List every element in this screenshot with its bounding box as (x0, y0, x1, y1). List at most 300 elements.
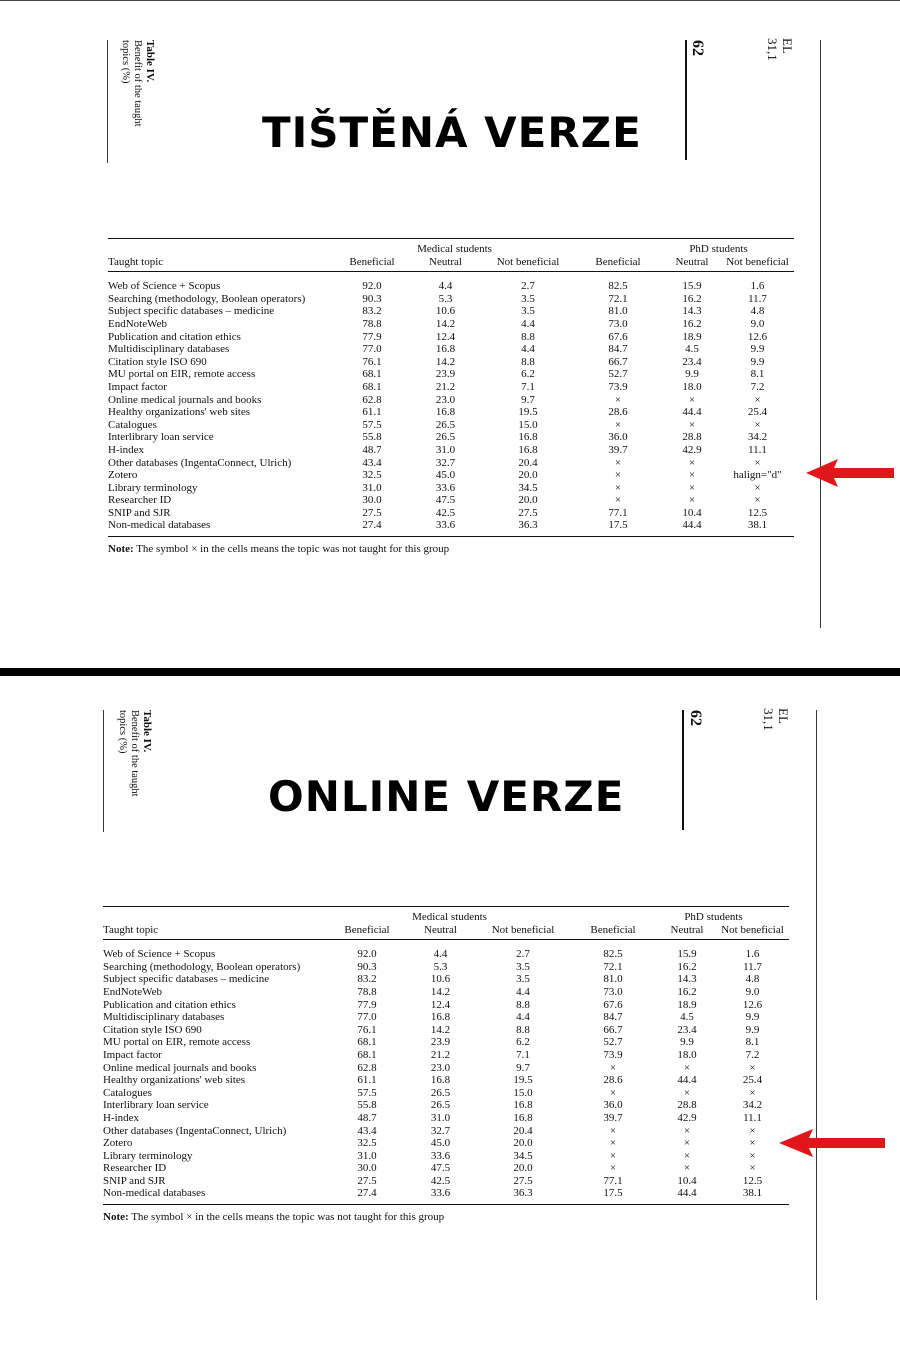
value-cell: 9.9 (680, 1036, 694, 1049)
value-cell: 62.8 (357, 1061, 377, 1074)
value-cell: × (683, 1137, 691, 1150)
value-cell: 23.0 (430, 1061, 451, 1074)
table-row (108, 482, 794, 495)
value-cell: 9.9 (750, 343, 765, 356)
topic-cell: Citation style ISO 690 (103, 1023, 202, 1036)
value-cell: 48.7 (357, 1111, 377, 1124)
page-number: 62 (689, 40, 706, 56)
value-cell: 52.7 (608, 368, 628, 381)
topic-cell: Online medical journals and books (108, 393, 262, 406)
value-cell: 48.7 (362, 443, 382, 456)
value-cell: 82.5 (608, 280, 628, 293)
page-number-rule (682, 710, 684, 830)
value-cell: × (609, 1162, 617, 1175)
journal-name: EL (780, 38, 795, 54)
value-cell: 8.1 (750, 368, 765, 381)
value-cell: 26.5 (430, 1086, 451, 1099)
value-cell: 12.5 (747, 506, 768, 519)
topic-cell: Other databases (IngentaConnect, Ulrich) (103, 1124, 287, 1137)
value-cell: 1.6 (745, 948, 760, 961)
value-cell: 14.2 (430, 985, 451, 998)
value-cell: 16.8 (518, 431, 538, 444)
value-cell: 14.2 (435, 355, 456, 368)
topic-cell: Researcher ID (103, 1162, 167, 1175)
value-cell: 33.6 (435, 519, 456, 532)
value-cell: 43.4 (362, 456, 382, 469)
table-note (103, 1205, 789, 1232)
table-row (108, 507, 794, 520)
topic-cell: Searching (methodology, Boolean operators) (103, 960, 301, 973)
value-cell: 36.0 (608, 431, 628, 444)
topic-cell: Web of Science + Scopus (108, 280, 221, 293)
value-cell: 77.1 (603, 1174, 623, 1187)
value-cell: 9.7 (521, 393, 535, 406)
value-cell: 14.2 (435, 317, 456, 330)
value-cell: × (749, 1162, 756, 1175)
value-cell: 12.6 (747, 330, 768, 343)
value-cell: 32.5 (357, 1137, 377, 1150)
value-cell: 28.8 (682, 431, 702, 444)
table-row (103, 940, 789, 961)
group-header: PhD students (573, 239, 794, 256)
topic-cell: Searching (methodology, Boolean operators) (108, 292, 306, 305)
value-cell: 7.1 (521, 380, 535, 393)
value-cell: × (614, 469, 622, 482)
value-cell: × (683, 1086, 691, 1099)
topic-cell: MU portal on EIR, remote access (108, 368, 256, 381)
column-header: Beneficial (573, 256, 663, 272)
value-cell: × (614, 418, 622, 431)
value-cell: 9.7 (516, 1061, 530, 1074)
note-label: Note: (103, 1211, 129, 1224)
value-cell: 45.0 (435, 469, 456, 482)
value-cell: 67.6 (608, 330, 628, 343)
table-row (103, 1137, 789, 1150)
value-cell: 20.0 (513, 1137, 533, 1150)
value-cell: 11.1 (743, 1111, 762, 1124)
table-row (108, 406, 794, 419)
value-cell: 28.6 (608, 406, 628, 419)
value-cell: 3.5 (521, 305, 535, 318)
topic-cell: Publication and citation ethics (108, 330, 241, 343)
value-cell: 8.1 (745, 1036, 760, 1049)
table-row (108, 343, 794, 356)
value-cell: 4.5 (685, 343, 699, 356)
page-number-rule (685, 40, 687, 160)
value-cell: 31.0 (435, 443, 456, 456)
value-cell: 8.8 (521, 355, 535, 368)
value-cell: 10.6 (430, 973, 451, 986)
topic-cell: Subject specific databases – medicine (103, 973, 270, 986)
value-cell: × (688, 456, 696, 469)
value-cell: 27.5 (362, 506, 382, 519)
value-cell: 77.9 (357, 998, 377, 1011)
value-cell: 28.8 (677, 1099, 697, 1112)
value-cell: 4.4 (438, 280, 453, 293)
table-row (103, 986, 789, 999)
topic-cell: Other databases (IngentaConnect, Ulrich) (108, 456, 292, 469)
value-cell: 25.4 (742, 1074, 763, 1087)
value-cell: × (614, 393, 622, 406)
topic-cell: Library terminology (108, 481, 198, 494)
group-header: Medical students (331, 907, 568, 924)
table-row (108, 305, 794, 318)
topic-cell: Multidisciplinary databases (108, 343, 230, 356)
table-row (108, 318, 794, 331)
topic-cell: H-index (103, 1111, 140, 1124)
topic-column-header: Taught topic (103, 924, 331, 940)
value-cell: 33.6 (430, 1149, 451, 1162)
value-cell: 2.7 (516, 948, 530, 961)
value-cell: 16.2 (682, 317, 702, 330)
table-row (103, 999, 789, 1012)
table-row (103, 1099, 789, 1112)
value-cell: 61.1 (362, 406, 382, 419)
value-cell: 36.0 (603, 1099, 623, 1112)
value-cell: 39.7 (608, 443, 628, 456)
group-header: PhD students (568, 907, 789, 924)
table-row (108, 331, 794, 344)
note-text: The symbol × in the cells means the topic was not taught for this group (128, 1211, 445, 1224)
value-cell: 55.8 (357, 1099, 377, 1112)
value-cell: 47.5 (430, 1162, 451, 1175)
value-cell: 52.7 (603, 1036, 623, 1049)
table-caption-title: Table IV. (144, 40, 156, 83)
table-row (108, 381, 794, 394)
table-row (108, 272, 794, 293)
value-cell: 10.4 (677, 1174, 697, 1187)
value-cell: 72.1 (603, 960, 623, 973)
value-cell: 12.5 (742, 1174, 763, 1187)
table-row (108, 431, 794, 444)
value-cell: 1.6 (750, 280, 765, 293)
table-row (103, 1125, 789, 1138)
column-header: Beneficial (331, 924, 403, 940)
value-cell: 34.2 (747, 431, 768, 444)
value-cell: 44.4 (682, 519, 702, 532)
value-cell: 15.9 (677, 948, 697, 961)
value-cell: 82.5 (603, 948, 623, 961)
anomaly-cell: halign="d" (733, 469, 782, 482)
value-cell: × (749, 1137, 756, 1150)
value-cell: 4.4 (521, 343, 535, 356)
value-cell: 27.4 (357, 1187, 377, 1200)
value-cell: 73.0 (603, 985, 623, 998)
value-cell: × (754, 481, 761, 494)
topic-column-header: Taught topic (108, 256, 336, 272)
value-cell: 92.0 (357, 948, 377, 961)
section-divider (0, 668, 900, 676)
value-cell: 18.9 (677, 998, 697, 1011)
table-row (108, 519, 794, 536)
column-header: Not beneficial (478, 924, 568, 940)
table-row (103, 1150, 789, 1163)
value-cell: × (609, 1149, 617, 1162)
value-cell: 68.1 (357, 1036, 377, 1049)
column-header: Beneficial (336, 256, 408, 272)
value-cell: 9.9 (750, 355, 765, 368)
value-cell: 9.0 (750, 317, 765, 330)
value-cell: 15.9 (682, 280, 702, 293)
topic-cell: Zotero (103, 1137, 133, 1150)
topic-cell: Non-medical databases (108, 519, 211, 532)
topic-cell: Online medical journals and books (103, 1061, 257, 1074)
online-version-panel (0, 676, 900, 1362)
print-version-label: TIŠTĚNÁ VERZE (262, 108, 642, 157)
value-cell: 9.0 (745, 985, 760, 998)
value-cell: × (683, 1162, 691, 1175)
value-cell: 57.5 (362, 418, 382, 431)
value-cell: 73.9 (608, 380, 628, 393)
column-header: Neutral (403, 924, 478, 940)
table-row (108, 394, 794, 407)
table-row (103, 1049, 789, 1062)
value-cell: 38.1 (747, 519, 768, 532)
table-caption-line: Benefit of the taught (132, 40, 143, 127)
value-cell: 27.5 (513, 1174, 533, 1187)
value-cell: 33.6 (430, 1187, 451, 1200)
table-row (108, 494, 794, 507)
table-row (108, 356, 794, 369)
value-cell: 34.2 (742, 1099, 763, 1112)
value-cell: 83.2 (362, 305, 382, 318)
page-edge-rule (820, 40, 821, 628)
value-cell: 27.5 (357, 1174, 377, 1187)
value-cell: 38.1 (742, 1187, 763, 1200)
value-cell: 32.5 (362, 469, 382, 482)
table-row (103, 1062, 789, 1075)
table-row (103, 1087, 789, 1100)
table-caption-line: topics (%) (117, 710, 128, 754)
value-cell: 23.0 (435, 393, 456, 406)
topic-cell: EndNoteWeb (108, 317, 167, 330)
column-header: Beneficial (568, 924, 658, 940)
value-cell: 12.4 (435, 330, 456, 343)
value-cell: 68.1 (357, 1048, 377, 1061)
column-header: Neutral (663, 256, 721, 272)
value-cell: 90.3 (357, 960, 377, 973)
value-cell: 3.5 (516, 960, 530, 973)
value-cell: 15.0 (518, 418, 538, 431)
value-cell: 20.4 (518, 456, 538, 469)
value-cell: 12.6 (742, 998, 763, 1011)
value-cell: 16.2 (677, 960, 697, 973)
value-cell: 2.7 (521, 280, 535, 293)
topic-cell: Zotero (108, 469, 138, 482)
value-cell: 16.8 (430, 1074, 451, 1087)
value-cell: 47.5 (435, 494, 456, 507)
value-cell: 76.1 (357, 1023, 377, 1036)
topic-cell: Library terminology (103, 1149, 193, 1162)
value-cell: 67.6 (603, 998, 623, 1011)
value-cell: 84.7 (608, 343, 628, 356)
value-cell: 4.4 (433, 948, 448, 961)
value-cell: 55.8 (362, 431, 382, 444)
value-cell: 4.4 (521, 317, 535, 330)
value-cell: 66.7 (603, 1023, 623, 1036)
value-cell: 44.4 (677, 1187, 697, 1200)
online-version-label: ONLINE VERZE (268, 772, 625, 821)
table-row (108, 293, 794, 306)
value-cell: 30.0 (362, 494, 382, 507)
value-cell: 25.4 (747, 406, 768, 419)
value-cell: × (688, 481, 696, 494)
red-arrow-icon (804, 456, 896, 490)
value-cell: 68.1 (362, 368, 382, 381)
table-row (108, 419, 794, 432)
table-row (108, 368, 794, 381)
value-cell: 57.5 (357, 1086, 377, 1099)
value-cell: 14.2 (430, 1023, 451, 1036)
value-cell: 9.9 (745, 1011, 760, 1024)
topic-cell: Multidisciplinary databases (103, 1011, 225, 1024)
value-cell: 16.2 (677, 985, 697, 998)
value-cell: 81.0 (608, 305, 628, 318)
value-cell: 7.2 (745, 1048, 760, 1061)
value-cell: × (688, 393, 696, 406)
value-cell: × (688, 469, 696, 482)
value-cell: 9.9 (745, 1023, 760, 1036)
value-cell: × (614, 481, 622, 494)
value-cell: 23.4 (682, 355, 702, 368)
topic-cell: Web of Science + Scopus (103, 948, 216, 961)
value-cell: 68.1 (362, 380, 382, 393)
value-cell: 26.5 (435, 431, 456, 444)
value-cell: 27.5 (518, 506, 538, 519)
table-row (103, 1011, 789, 1024)
value-cell: 45.0 (430, 1137, 451, 1150)
value-cell: 42.9 (677, 1111, 697, 1124)
topic-cell: Researcher ID (108, 494, 172, 507)
column-header: Not beneficial (721, 256, 794, 272)
value-cell: 42.9 (682, 443, 702, 456)
value-cell: 11.7 (743, 960, 762, 973)
value-cell: 3.5 (521, 292, 535, 305)
value-cell: 20.0 (518, 494, 538, 507)
value-cell: 19.5 (513, 1074, 533, 1087)
value-cell: 4.4 (516, 1011, 530, 1024)
value-cell: 16.8 (513, 1099, 533, 1112)
value-cell: × (614, 456, 622, 469)
top-rule (0, 0, 900, 1)
topic-cell: H-index (108, 443, 145, 456)
value-cell: 27.4 (362, 519, 382, 532)
value-cell: 20.0 (513, 1162, 533, 1175)
table-row (103, 1112, 789, 1125)
caption-rule (103, 710, 104, 832)
table-row (103, 1162, 789, 1175)
topic-cell: Impact factor (103, 1048, 162, 1061)
value-cell: 8.8 (516, 998, 530, 1011)
value-cell: 3.5 (516, 973, 530, 986)
value-cell: × (754, 494, 761, 507)
value-cell: × (683, 1124, 691, 1137)
value-cell: 19.5 (518, 406, 538, 419)
value-cell: 10.6 (435, 305, 456, 318)
table-caption-line: Benefit of the taught (129, 710, 140, 797)
value-cell: 4.8 (745, 973, 760, 986)
topic-cell: Interlibrary loan service (103, 1099, 209, 1112)
value-cell: 39.7 (603, 1111, 623, 1124)
value-cell: 73.9 (603, 1048, 623, 1061)
value-cell: 26.5 (430, 1099, 451, 1112)
value-cell: 77.1 (608, 506, 628, 519)
journal-volume: 31,1 (765, 38, 780, 61)
value-cell: 11.7 (748, 292, 767, 305)
value-cell: × (749, 1149, 756, 1162)
value-cell: × (749, 1124, 756, 1137)
topic-cell: Healthy organizations' web sites (103, 1074, 245, 1087)
value-cell: 15.0 (513, 1086, 533, 1099)
table-note (108, 537, 794, 564)
value-cell: 18.0 (682, 380, 702, 393)
journal-name: EL (776, 708, 791, 724)
value-cell: × (688, 494, 696, 507)
table-row (108, 444, 794, 457)
table-row (103, 1024, 789, 1037)
red-arrow-icon (777, 1126, 887, 1160)
value-cell: 66.7 (608, 355, 628, 368)
value-cell: 18.0 (677, 1048, 697, 1061)
topic-cell: Non-medical databases (103, 1187, 206, 1200)
topic-cell: Citation style ISO 690 (108, 355, 207, 368)
value-cell: 34.5 (518, 481, 538, 494)
column-header: Not beneficial (483, 256, 573, 272)
benefit-table-print (108, 238, 794, 564)
value-cell: 31.0 (357, 1149, 377, 1162)
value-cell: 11.1 (748, 443, 767, 456)
value-cell: 9.9 (685, 368, 699, 381)
topic-cell: Subject specific databases – medicine (108, 305, 275, 318)
print-version-panel (0, 0, 900, 668)
value-cell: 43.4 (357, 1124, 377, 1137)
value-cell: 4.5 (680, 1011, 694, 1024)
page-number: 62 (687, 710, 704, 726)
value-cell: 16.8 (435, 406, 456, 419)
value-cell: 23.9 (430, 1036, 451, 1049)
value-cell: 5.3 (438, 292, 453, 305)
table-row (103, 1074, 789, 1087)
value-cell: 16.8 (518, 443, 538, 456)
value-cell: 21.2 (435, 380, 456, 393)
value-cell: 6.2 (516, 1036, 530, 1049)
value-cell: × (754, 393, 761, 406)
value-cell: 78.8 (357, 985, 377, 998)
note-text: The symbol × in the cells means the topic was not taught for this group (133, 543, 450, 556)
value-cell: × (754, 418, 761, 431)
table-row (103, 1187, 789, 1204)
value-cell: 42.5 (435, 506, 456, 519)
value-cell: × (609, 1061, 617, 1074)
topic-cell: Interlibrary loan service (108, 431, 214, 444)
topic-cell: SNIP and SJR (103, 1174, 166, 1187)
value-cell: 34.5 (513, 1149, 533, 1162)
value-cell: 84.7 (603, 1011, 623, 1024)
column-header: Neutral (658, 924, 716, 940)
note-label: Note: (108, 543, 134, 556)
topic-cell: Catalogues (103, 1086, 152, 1099)
caption-rule (107, 40, 108, 163)
value-cell: 28.6 (603, 1074, 623, 1087)
value-cell: 8.8 (516, 1023, 530, 1036)
value-cell: 92.0 (362, 280, 382, 293)
value-cell: 77.9 (362, 330, 382, 343)
value-cell: 17.5 (608, 519, 628, 532)
topic-cell: EndNoteWeb (103, 985, 162, 998)
value-cell: 33.6 (435, 481, 456, 494)
value-cell: 7.2 (750, 380, 765, 393)
value-cell: × (609, 1124, 617, 1137)
